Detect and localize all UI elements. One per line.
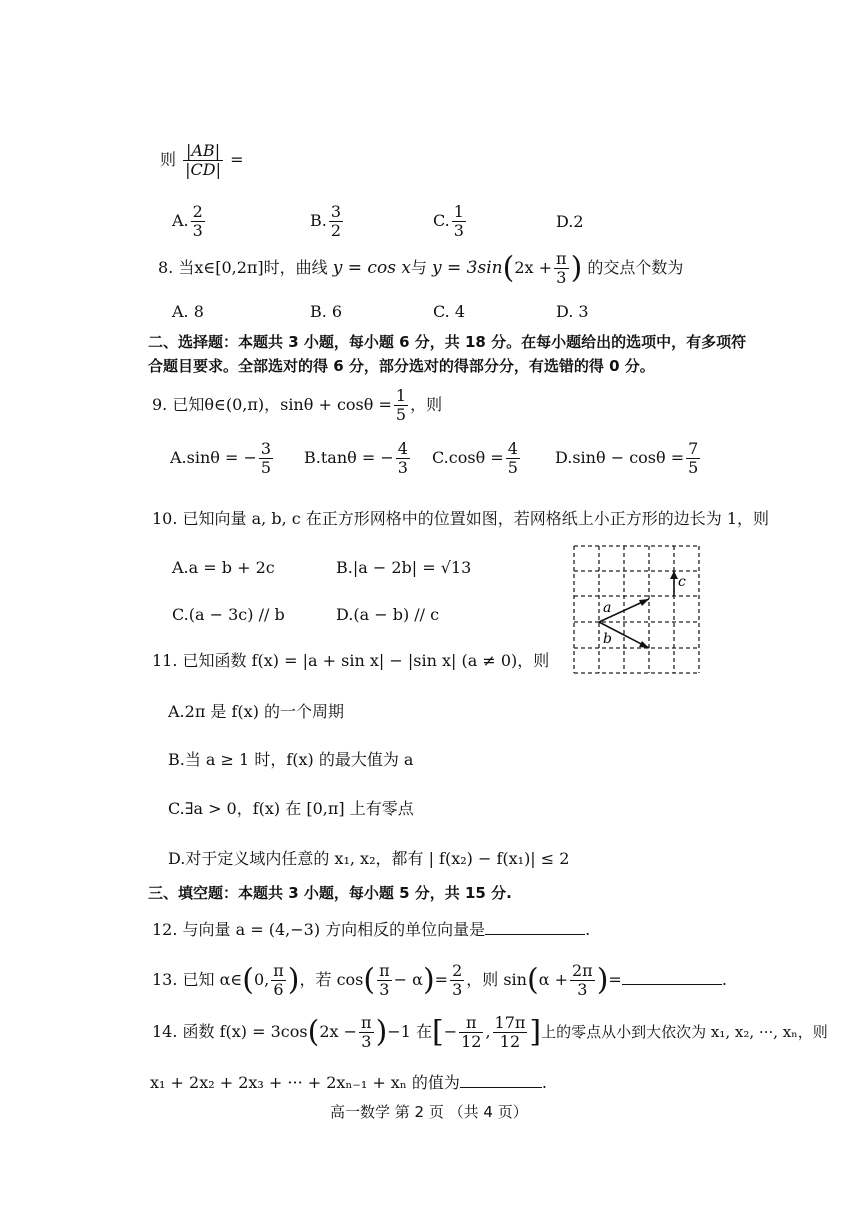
- q9-option-d: D.sinθ − cosθ = $\frac{7}{5}$: [555, 439, 699, 477]
- q12-stem: 12. 与向量 a = (4,−3) 方向相反的单位向量是 .: [152, 920, 591, 939]
- grid-lines: [574, 546, 699, 673]
- q10-vector-grid-figure: [572, 544, 702, 676]
- q7-option-d: D.2: [556, 212, 584, 231]
- q14-stem: 14. 函数 f(x) = 3cos(2x − $\frac{\pi}{3}$ )−1 在[− $\frac{\pi}{12}$ , $\frac{17\pi}{12}$ ]上的零点从小到大依次为 x₁, x₂, ···, xₙ，则: [152, 1013, 828, 1051]
- q11-option-a: A.2π 是 f(x) 的一个周期: [168, 702, 345, 721]
- q9-option-a: A.sinθ = − $\frac{3}{5}$: [170, 439, 272, 477]
- q10-stem: 10. 已知向量 a, b, c 在正方形网格中的位置如图，若网格纸上小正方形的边长为 1，则: [152, 509, 770, 528]
- q11-option-d: D.对于定义域内任意的 x₁, x₂，都有 | f(x₂) − f(x₁)| ≤ 2: [168, 849, 570, 868]
- section-2-heading-line2: 合题目要求。全部选对的得 6 分，部分选对的得部分分，有选错的得 0 分。: [148, 357, 655, 375]
- q7-stem: 则 $\frac{|AB|}{|CD|}$ =: [160, 141, 244, 179]
- q8-option-a: A. 8: [172, 302, 204, 321]
- q13-stem: 13. 已知 α∈(0, $\frac{\pi}{6}$ )，若 cos( $\frac{\pi}{3}$ − α)= $\frac{2}{3}$ ，则 sin(α + $\frac{2\pi}{3}$ )= .: [152, 961, 727, 999]
- vector-b-label: b: [603, 631, 612, 647]
- q13-answer-blank[interactable]: [622, 968, 722, 985]
- section-2-heading-line1: 二、选择题：本题共 3 小题，每小题 6 分，共 18 分。在每小题给出的选项中，有多项符: [148, 333, 747, 351]
- vector-c-label: c: [678, 574, 686, 590]
- q7-fraction: $\frac{|AB|}{|CD|}$: [185, 141, 221, 179]
- q10-option-a: A.a = b + 2c: [172, 558, 275, 577]
- q8-option-b: B. 6: [310, 302, 343, 321]
- q11-option-b: B.当 a ≥ 1 时，f(x) 的最大值为 a: [168, 750, 414, 769]
- section-3-heading: 三、填空题：本题共 3 小题，每小题 5 分，共 15 分.: [148, 884, 512, 902]
- q10-option-b: B.|a − 2b| = √13: [336, 558, 472, 577]
- q11-option-c: C.∃a > 0，f(x) 在 [0,π] 上有零点: [168, 799, 414, 818]
- q12-answer-blank[interactable]: [485, 918, 585, 935]
- q10-option-d: D.(a − b) // c: [336, 605, 440, 624]
- q14-line2: x₁ + 2x₂ + 2x₃ + ··· + 2xₙ₋₁ + xₙ 的值为 .: [150, 1073, 547, 1092]
- q10-option-c: C.(a − 3c) // b: [172, 605, 285, 624]
- q8-option-c: C. 4: [433, 302, 466, 321]
- q7-option-a: A. $\frac{2}{3}$: [172, 202, 203, 240]
- q14-answer-blank[interactable]: [460, 1071, 542, 1088]
- q11-stem: 11. 已知函数 f(x) = |a + sin x| − |sin x| (a ≠ 0)，则: [152, 651, 550, 670]
- q7-option-c: C. $\frac{1}{3}$: [433, 202, 464, 240]
- q9-option-b: B.tanθ = − $\frac{4}{3}$: [304, 439, 408, 477]
- vector-a-label: a: [603, 600, 612, 616]
- q8-stem: 8. 当x∈[0,2π]时，曲线 y = cos x与 y = 3sin(2x + $\frac{\pi}{3}$ ) 的交点个数为: [158, 249, 684, 287]
- q7-option-b: B. $\frac{3}{2}$: [310, 202, 342, 240]
- q8-option-d: D. 3: [556, 302, 589, 321]
- page-footer: 高一数学 第 2 页 （共 4 页）: [330, 1103, 528, 1121]
- q9-stem: 9. 已知θ∈(0,π)，sinθ + cosθ = $\frac{1}{5}$ ，则: [152, 386, 443, 424]
- q9-option-c: C.cosθ = $\frac{4}{5}$: [432, 439, 518, 477]
